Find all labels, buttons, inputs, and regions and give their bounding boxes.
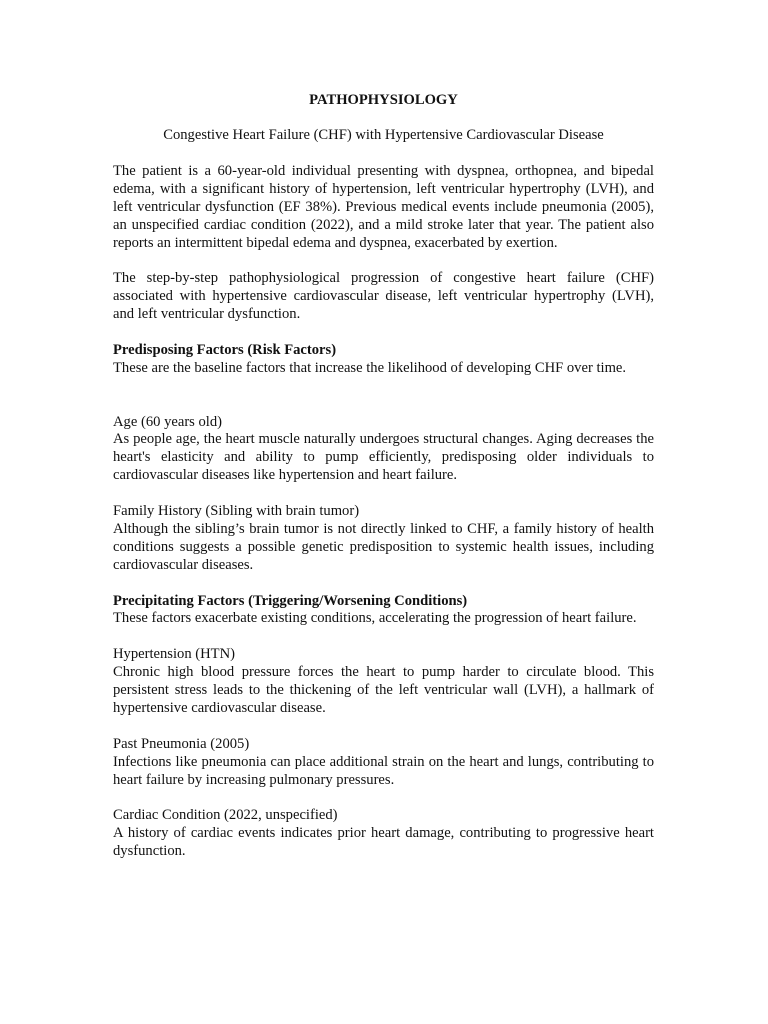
factor-title-past-pneumonia: Past Pneumonia (2005) bbox=[113, 735, 250, 752]
intro-paragraph: The patient is a 60-year-old individual presenting with dyspnea, orthopnea, and bipedal edema, with a significant history of hypertension, left ventricular hypertrophy (LVH), and left ventricular dysfunction (EF 38%). Previous medical events include pneumonia (2005), an unspecified cardiac condition (2022), and a mild stroke later that year. The patient also reports an intermittent bipedal edema and dyspnea, exacerbated by exertion. bbox=[113, 162, 654, 251]
spacer bbox=[113, 485, 654, 503]
factor-text-hypertension: Chronic high blood pressure forces the heart to pump harder to circulate blood. This persistent stress leads to the thickening of the left ventricular wall (LVH), a hallmark of hypertensive cardiovascular disease. bbox=[113, 664, 654, 716]
spacer bbox=[113, 718, 654, 736]
spacer bbox=[113, 324, 654, 342]
progression-paragraph: The step-by-step pathophysiological progression of congestive heart failure (CHF) associated with hypertensive cardiovascular disease, left ventricular hypertrophy (LVH), and left ventricular dysfunction. bbox=[113, 270, 654, 323]
predisposing-heading: Predisposing Factors (Risk Factors) bbox=[113, 341, 337, 358]
document-title: PATHOPHYSIOLOGY bbox=[309, 92, 458, 108]
spacer bbox=[113, 628, 654, 646]
factor-text-family-history: Although the sibling’s brain tumor is not directly linked to CHF, a family history of health conditions suggests a possible genetic predisposition to systemic health issues, including cardiovascular diseases. bbox=[113, 520, 654, 573]
factor-text-age: As people age, the heart muscle naturally undergoes structural changes. Aging decreases the heart's elasticity and ability to pump efficiently, predisposing older individuals to cardiovascular diseases like hypertension and heart failure. bbox=[113, 431, 654, 484]
document-page bbox=[113, 92, 654, 861]
precipitating-heading: Precipitating Factors (Triggering/Worsening Conditions) bbox=[113, 592, 468, 609]
factor-title-cardiac-condition: Cardiac Condition (2022, unspecified) bbox=[113, 807, 338, 824]
factor-text-cardiac-condition: A history of cardiac events indicates prior heart damage, contributing to progressive heart dysfunction. bbox=[113, 825, 654, 860]
factor-text-past-pneumonia: Infections like pneumonia can place additional strain on the heart and lungs, contributing to heart failure by increasing pulmonary pressures. bbox=[113, 753, 654, 788]
spacer bbox=[113, 790, 654, 808]
factor-title-age: Age (60 years old) bbox=[113, 413, 223, 430]
spacer bbox=[113, 252, 654, 270]
spacer bbox=[113, 575, 654, 593]
factor-title-family-history: Family History (Sibling with brain tumor) bbox=[113, 503, 360, 520]
precipitating-description: These factors exacerbate existing conditions, accelerating the progression of heart failure. bbox=[113, 610, 637, 627]
spacer bbox=[113, 378, 654, 414]
factor-title-hypertension: Hypertension (HTN) bbox=[113, 646, 235, 663]
document-subtitle: Congestive Heart Failure (CHF) with Hypertensive Cardiovascular Disease bbox=[163, 127, 604, 143]
predisposing-description: These are the baseline factors that increase the likelihood of developing CHF over time. bbox=[113, 359, 627, 376]
